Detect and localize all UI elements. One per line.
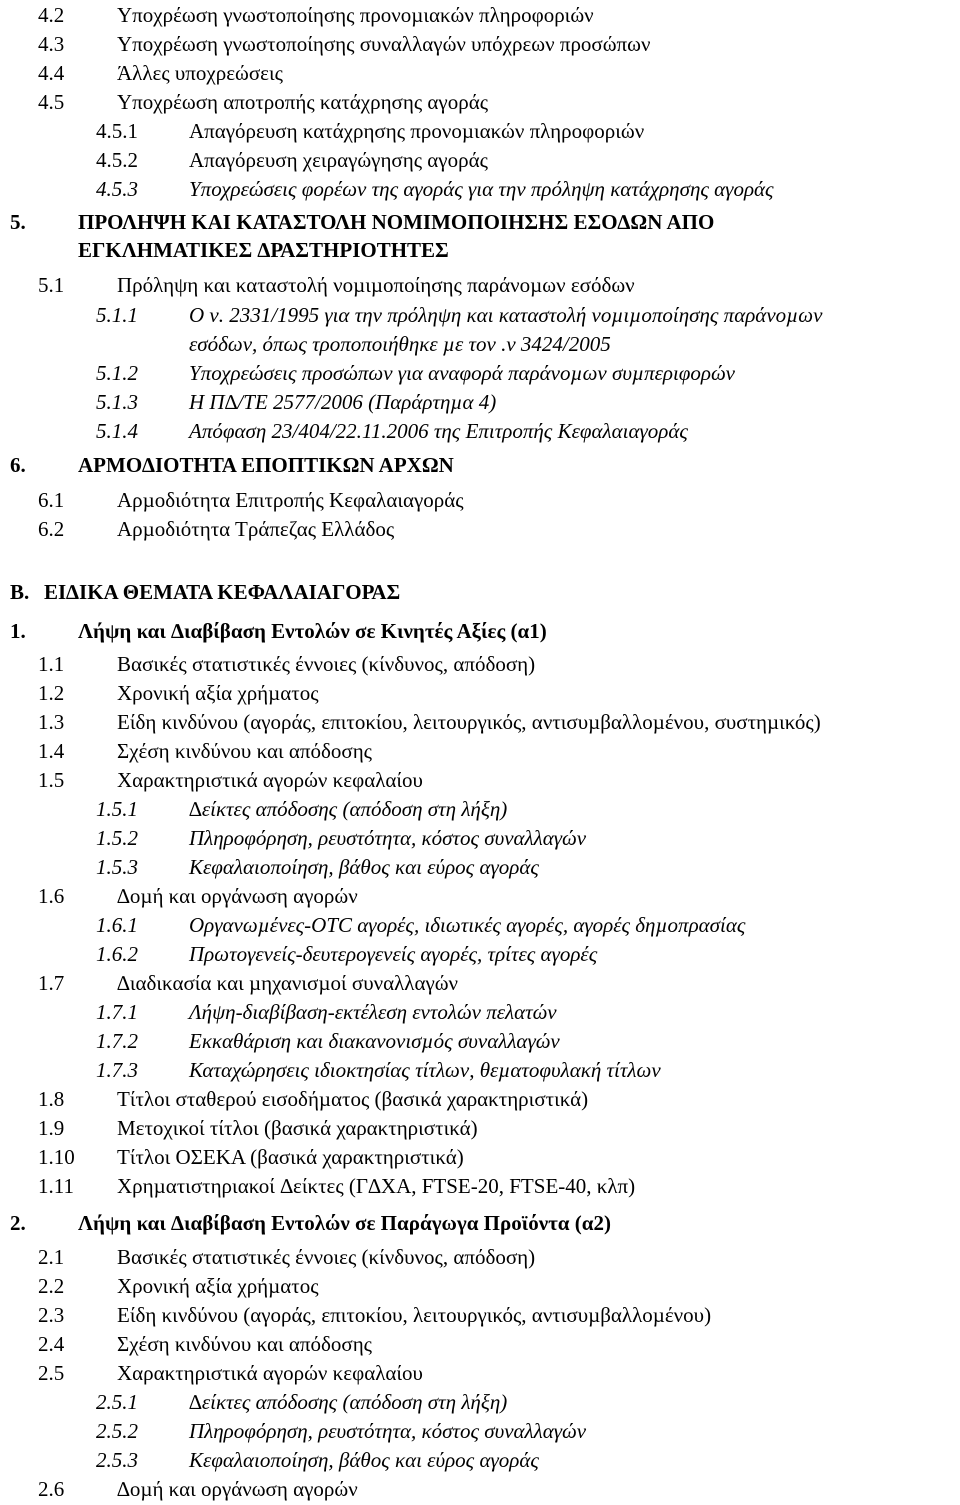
- section-number: 1.6: [38, 884, 65, 908]
- section-title: ∆οµή και οργάνωση αγορών: [117, 1477, 358, 1501]
- section-title: Καταχώρησεις ιδιοκτησίας τίτλων, θεµατοφυλακή τίτλων: [189, 1058, 661, 1082]
- section-number: 2.: [10, 1211, 26, 1235]
- section-title: Τίτλοι ΟΣΕΚΑ (βασικά χαρακτηριστικά): [117, 1145, 464, 1169]
- section-number: 6.2: [38, 517, 65, 541]
- section-number: 2.1: [38, 1245, 65, 1269]
- section-number: 2.3: [38, 1303, 65, 1327]
- section-number: 2.2: [38, 1274, 65, 1298]
- section-title: Χαρακτηριστικά αγορών κεφαλαίου: [117, 1361, 423, 1385]
- section-number: 2.5.1: [96, 1390, 138, 1414]
- section-title: Υποχρέωση γνωστοποίησης προνοµιακών πληροφοριών: [117, 3, 594, 27]
- section-number: 4.3: [38, 32, 65, 56]
- section-title: Χρονική αξία χρήµατος: [117, 681, 319, 705]
- section-number: 1.10: [38, 1145, 75, 1169]
- section-number: 1.2: [38, 681, 65, 705]
- section-title: Υποχρεώσεις προσώπων για αναφορά παράνοµων συµπεριφορών: [189, 361, 735, 385]
- section-title: ∆είκτες απόδοσης (απόδοση στη λήξη): [189, 797, 508, 821]
- section-number: 1.5.2: [96, 826, 138, 850]
- section-title: Πληροφόρηση, ρευστότητα, κόστος συναλλαγών: [189, 826, 587, 850]
- section-number: 4.5.1: [96, 119, 138, 143]
- section-title: Απαγόρευση χειραγώγησης αγοράς: [189, 148, 488, 172]
- section-number: 5.: [10, 210, 26, 234]
- section-title: Πρόληψη και καταστολή νοµιµοποίησης παράνοµων εσόδων: [117, 273, 635, 297]
- section-title: ΑΡΜΟ∆ΙΟΤΗΤΑ ΕΠΟΠΤΙΚΩΝ ΑΡΧΩΝ: [78, 453, 454, 477]
- section-number: 2.6: [38, 1477, 65, 1501]
- section-number: 1.8: [38, 1087, 65, 1111]
- section-title: Χαρακτηριστικά αγορών κεφαλαίου: [117, 768, 423, 792]
- section-title: Αρµοδιότητα Τράπεζας Ελλάδος: [117, 517, 395, 541]
- section-number: 1.11: [38, 1174, 74, 1198]
- section-number: 2.4: [38, 1332, 65, 1356]
- section-number: 1.3: [38, 710, 65, 734]
- section-number: 2.5.3: [96, 1448, 138, 1472]
- section-title: Χρονική αξία χρήµατος: [117, 1274, 319, 1298]
- section-title: Υποχρέωση γνωστοποίησης συναλλαγών υπόχρεων προσώπων: [117, 32, 651, 56]
- section-title: Η Π∆/ΤΕ 2577/2006 (Παράρτηµα 4): [189, 390, 497, 414]
- section-title: ΕΓΚΛΗΜΑΤΙΚΕΣ ∆ΡΑΣΤΗΡΙΟΤΗΤΕΣ: [78, 238, 449, 262]
- section-number: 5.1.3: [96, 390, 138, 414]
- section-title: Λήψη-διαβίβαση-εκτέλεση εντολών πελατών: [189, 1000, 557, 1024]
- section-title: Μετοχικοί τίτλοι (βασικά χαρακτηριστικά): [117, 1116, 478, 1140]
- section-number: 1.7.2: [96, 1029, 138, 1053]
- section-number: 5.1.4: [96, 419, 138, 443]
- section-number: 5.1.1: [96, 303, 138, 327]
- section-title: Πληροφόρηση, ρευστότητα, κόστος συναλλαγών: [189, 1419, 587, 1443]
- section-number: 4.2: [38, 3, 65, 27]
- section-title: Σχέση κινδύνου και απόδοσης: [117, 739, 372, 763]
- section-title: Κεφαλαιοποίηση, βάθος και εύρος αγοράς: [189, 855, 539, 879]
- section-title: εσόδων, όπως τροποποιήθηκε µε τον .ν 3424/2005: [189, 332, 611, 356]
- section-number: 1.5.1: [96, 797, 138, 821]
- section-number: 4.5.2: [96, 148, 138, 172]
- section-number: 4.5: [38, 90, 65, 114]
- section-title: Άλλες υποχρεώσεις: [117, 61, 283, 85]
- section-title: Εκκαθάριση και διακανονισµός συναλλαγών: [189, 1029, 560, 1053]
- section-title: Ο ν. 2331/1995 για την πρόληψη και καταστολή νοµιµοποίησης παράνοµων: [189, 303, 823, 327]
- section-number: 5.1: [38, 273, 65, 297]
- section-title: ΠΡΟΛΗΨΗ ΚΑΙ ΚΑΤΑΣΤΟΛΗ ΝΟΜΙΜΟΠΟΙΗΣΗΣ ΕΣΟ∆ΩΝ ΑΠΟ: [78, 210, 715, 234]
- section-number: 1.7.3: [96, 1058, 138, 1082]
- section-number: 2.5: [38, 1361, 65, 1385]
- section-title: Απαγόρευση κατάχρησης προνοµιακών πληροφοριών: [189, 119, 645, 143]
- section-title: Οργανωµένες-OTC αγορές, ιδιωτικές αγορές, αγορές δηµοπρασίας: [189, 913, 746, 937]
- section-title: Κεφαλαιοποίηση, βάθος και εύρος αγοράς: [189, 1448, 539, 1472]
- section-title: Υποχρεώσεις φορέων της αγοράς για την πρόληψη κατάχρησης αγοράς: [189, 177, 774, 201]
- section-title: Είδη κινδύνου (αγοράς, επιτοκίου, λειτουργικός, αντισυµβαλλοµένου, συστηµικός): [117, 710, 821, 734]
- section-number: 1.9: [38, 1116, 65, 1140]
- section-title: Λήψη και ∆ιαβίβαση Εντολών σε Παράγωγα Προϊόντα (α2): [78, 1211, 611, 1235]
- section-title: Πρωτογενείς-δευτερογενείς αγορές, τρίτες αγορές: [189, 942, 598, 966]
- section-title: Σχέση κινδύνου και απόδοσης: [117, 1332, 372, 1356]
- section-number: 1.4: [38, 739, 65, 763]
- section-title: Είδη κινδύνου (αγοράς, επιτοκίου, λειτουργικός, αντισυµβαλλοµένου): [117, 1303, 712, 1327]
- section-number: 1.5.3: [96, 855, 138, 879]
- section-title: Υποχρέωση αποτροπής κατάχρησης αγοράς: [117, 90, 489, 114]
- section-number: 1.7: [38, 971, 65, 995]
- section-number: 6.1: [38, 488, 65, 512]
- section-title: Βασικές στατιστικές έννοιες (κίνδυνος, απόδοση): [117, 1245, 536, 1269]
- section-number: 4.4: [38, 61, 65, 85]
- section-number: 1.6.2: [96, 942, 138, 966]
- section-number: 5.1.2: [96, 361, 138, 385]
- section-title: Απόφαση 23/404/22.11.2006 της Επιτροπής Κεφαλαιαγοράς: [189, 419, 688, 443]
- section-title: ΕΙ∆ΙΚΑ ΘΕΜΑΤΑ ΚΕΦΑΛΑΙΑΓΟΡΑΣ: [44, 580, 401, 604]
- section-title: Λήψη και ∆ιαβίβαση Εντολών σε Κινητές Αξίες (α1): [78, 619, 547, 643]
- section-title: Αρµοδιότητα Επιτροπής Κεφαλαιαγοράς: [117, 488, 464, 512]
- section-number: 1.: [10, 619, 26, 643]
- section-number: 4.5.3: [96, 177, 138, 201]
- section-title: ∆οµή και οργάνωση αγορών: [117, 884, 358, 908]
- section-number: 1.7.1: [96, 1000, 138, 1024]
- section-title: ∆ιαδικασία και µηχανισµοί συναλλαγών: [117, 971, 459, 995]
- section-title: Χρηµατιστηριακοί ∆είκτες (Γ∆ΧΑ, FTSE-20, FTSE-40, κλπ): [117, 1174, 636, 1198]
- section-number: Β.: [10, 580, 30, 604]
- section-title: Τίτλοι σταθερού εισοδήµατος (βασικά χαρακτηριστικά): [117, 1087, 589, 1111]
- section-number: 1.6.1: [96, 913, 138, 937]
- section-title: ∆είκτες απόδοσης (απόδοση στη λήξη): [189, 1390, 508, 1414]
- section-number: 2.5.2: [96, 1419, 138, 1443]
- section-number: 1.1: [38, 652, 65, 676]
- section-number: 1.5: [38, 768, 65, 792]
- section-number: 6.: [10, 453, 26, 477]
- section-title: Βασικές στατιστικές έννοιες (κίνδυνος, απόδοση): [117, 652, 536, 676]
